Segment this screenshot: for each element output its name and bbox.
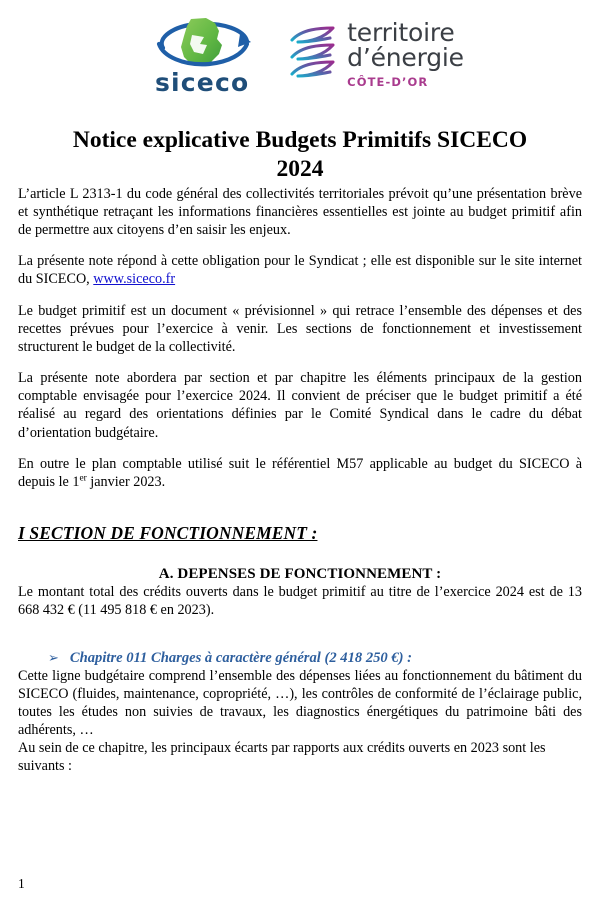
paragraph-total-credits: Le montant total des crédits ouverts dans le budget primitif au titre de l’exercice 2024 est de 13 668 432 € (11 495 818 € en 2023). (18, 584, 582, 619)
logo-header-band (0, 0, 600, 104)
subsection-heading-depenses: A. DEPENSES DE FONCTIONNEMENT : (158, 566, 442, 583)
territoire-energie-text (347, 17, 464, 89)
paragraph-note-availability-text: La présente note répond à cette obligation pour le Syndicat ; elle est disponible sur le site internet du SICECO, (18, 253, 582, 288)
paragraph-budget-definition: Le budget primitif est un document « prévisionnel » qui retrace l’ensemble des dépenses et des recettes prévues pour l’exercice à venir. Les sections de fonctionnement et investissement structurent le budget de la collectivité. (18, 302, 582, 355)
territoire-line-1: territoire (347, 17, 455, 47)
accounting-standard-text-part-2: janvier 2023. (86, 473, 166, 490)
paragraph-chapter-011-description: Cette ligne budgétaire comprend l’ensemble des dépenses liées au fonctionnement du bâtiment du SICECO (fluides, maintenance, copropriété, …), les contrôles de conformité de l’éclairage public, toutes les études non suivies de travaux, les diagnostics énergétiques du patrimoine bâti des adhérents, … (18, 667, 582, 739)
document-body (18, 185, 582, 776)
siceco-logo (136, 14, 268, 95)
siceco-globe-map-logo-icon (143, 14, 261, 72)
paragraph-note-availability (18, 252, 582, 288)
siceco-website-link[interactable]: www.siceco.fr (93, 271, 176, 288)
territoire-energie-flash-logo-icon (286, 24, 338, 88)
section-heading-fonctionnement: I SECTION DE FONCTIONNEMENT : (18, 523, 318, 544)
page-title-line-2: 2024 (276, 156, 324, 183)
accounting-standard-text-part-1: En outre le plan comptable utilisé suit le référentiel M57 applicable au budget du SICECO à depuis le 1 (18, 455, 582, 490)
arrow-bullet-icon: ➢ (48, 649, 59, 665)
paragraph-note-scope: La présente note abordera par section et par chapitre les éléments principaux de la gestion comptable envisagée pour l’exercice 2024. Il convient de préciser que le budget primitif a été réalisé au regard des orientations définies par le Comité Syndical dans le cadre du débat d’orientation budgétaire. (18, 370, 582, 441)
paragraph-chapter-011-variances-intro: Au sein de ce chapitre, les principaux écarts par rapports aux crédits ouverts en 2023 sont les suivants : (18, 740, 546, 775)
chapter-011-heading (48, 650, 582, 667)
chapter-011-heading-label: Chapitre 011 Charges à caractère général (2 418 250 €) : (69, 649, 413, 666)
territoire-subtitle: CÔTE-D’OR (347, 74, 429, 89)
page-number: 1 (18, 875, 25, 891)
page-title-line-1: Notice explicative Budgets Primitifs SICECO (72, 127, 528, 153)
territoire-line-2: d’énergie (347, 43, 464, 72)
siceco-wordmark: siceco (154, 67, 250, 97)
page-title (40, 126, 560, 185)
ordinal-suffix: er (79, 473, 87, 484)
paragraph-accounting-standard (18, 455, 582, 491)
paragraph-legal-reference: L’article L 2313-1 du code général des collectivités territoriales prévoit qu’une présentation brève et synthétique retraçant les informations financières essentielles est jointe au budget primitif afin de permettre aux citoyens d’en saisir les enjeux. (18, 185, 582, 239)
territoire-energie-logo (286, 17, 464, 89)
